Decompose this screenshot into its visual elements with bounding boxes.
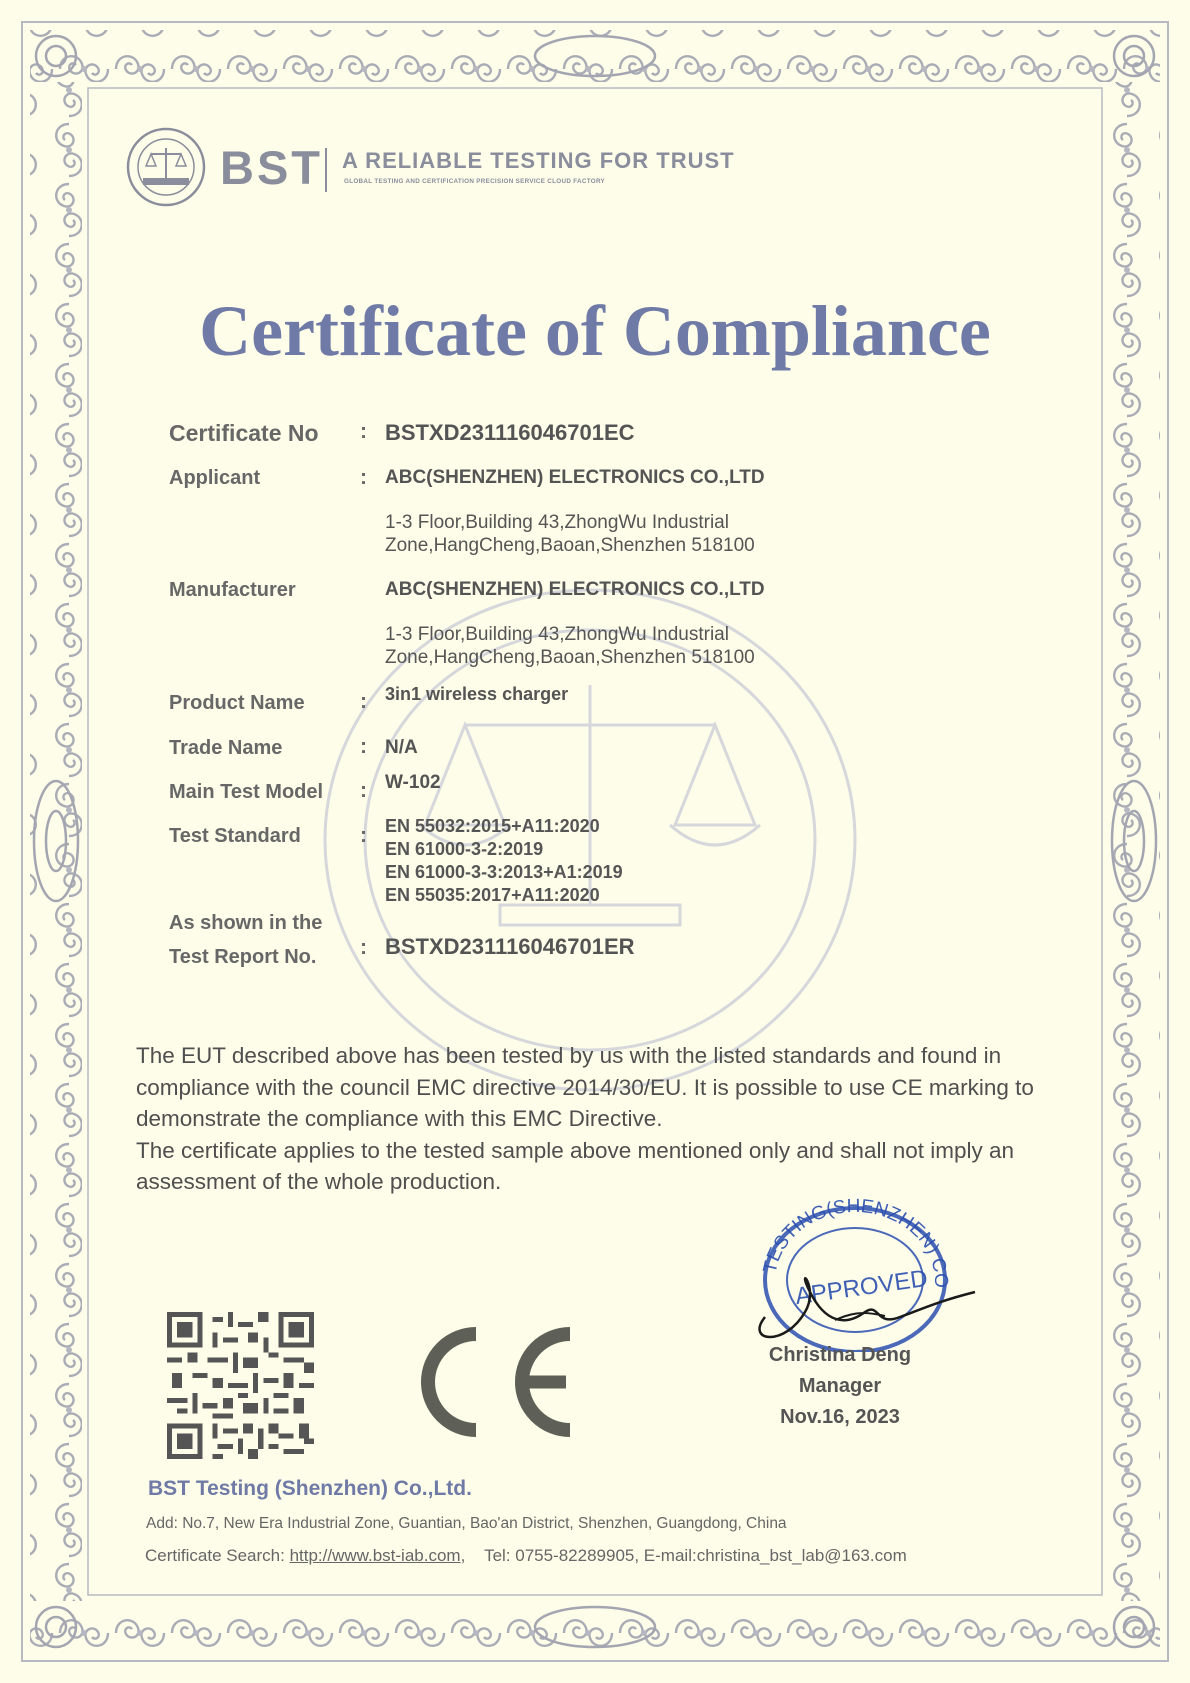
company-name: BST Testing (Shenzhen) Co.,Ltd. xyxy=(148,1477,472,1500)
brand-subtagline: GLOBAL TESTING AND CERTIFICATION PRECISION SERVICE CLOUD FACTORY xyxy=(344,178,606,185)
main-test-model-label: Main Test Model xyxy=(169,781,324,803)
contact-info: Tel: 0755-82289905, E-mail:christina_bst_lab@163.com xyxy=(484,1546,907,1565)
certificate-no-label: Certificate No xyxy=(169,420,319,446)
colon: : xyxy=(360,936,367,959)
manufacturer-label: Manufacturer xyxy=(169,579,296,601)
certificate-no-value: BSTXD231116046701EC xyxy=(385,420,635,445)
product-name-value: 3in1 wireless charger xyxy=(385,684,569,704)
test-standard-3: EN 61000-3-3:2013+A1:2019 xyxy=(385,862,623,882)
signatory-block xyxy=(735,1340,945,1433)
applicant-value: ABC(SHENZHEN) ELECTRONICS CO.,LTD xyxy=(385,467,765,488)
statement-para2: The certificate applies to the tested sample above mentioned only and shall not imply an assessment of the whole production. xyxy=(136,1137,1015,1194)
brand-tagline: A RELIABLE TESTING FOR TRUST xyxy=(342,148,735,173)
search-label: Certificate Search: xyxy=(145,1546,285,1565)
svg-text:APPROVED: APPROVED xyxy=(793,1264,930,1311)
certificate-title: Certificate of Compliance xyxy=(199,291,991,371)
company-address: Add: No.7, New Era Industrial Zone, Guantian, Bao'an District, Shenzhen, Guangdong, China xyxy=(146,1515,787,1532)
applicant-address-line1: 1-3 Floor,Building 43,ZhongWu Industrial xyxy=(385,512,729,533)
test-standard-label: Test Standard xyxy=(169,825,301,847)
product-name-label: Product Name xyxy=(169,692,305,714)
colon: : xyxy=(360,735,367,758)
manufacturer-address-line2: Zone,HangCheng,Baoan,Shenzhen 518100 xyxy=(385,647,755,668)
applicant-address-line2: Zone,HangCheng,Baoan,Shenzhen 518100 xyxy=(385,535,755,556)
trade-name-value: N/A xyxy=(385,737,418,758)
test-standard-1: EN 55032:2015+A11:2020 xyxy=(385,816,600,836)
brand-name: BST xyxy=(220,141,323,194)
colon: : xyxy=(360,466,367,489)
colon: : xyxy=(360,690,367,713)
website-link[interactable]: http://www.bst-iab.com xyxy=(289,1546,461,1565)
signatory-name: Christina Deng xyxy=(768,1344,912,1366)
trade-name-label: Trade Name xyxy=(169,737,283,759)
test-standard-2: EN 61000-3-2:2019 xyxy=(385,839,544,859)
manufacturer-address-line1: 1-3 Floor,Building 43,ZhongWu Industrial xyxy=(385,624,729,645)
test-report-label-line1: As shown in the xyxy=(169,912,323,934)
test-report-value: BSTXD231116046701ER xyxy=(385,934,635,959)
colon: : xyxy=(360,779,367,802)
test-report-label-line2: Test Report No. xyxy=(169,946,317,968)
approved-stamp xyxy=(735,1192,1005,1352)
bst-seal-logo xyxy=(125,126,207,208)
test-standard-4: EN 55035:2017+A11:2020 xyxy=(385,885,600,905)
signatory-date: Nov.16, 2023 xyxy=(780,1406,900,1428)
certificate-search-line: Certificate Search: http://www.bst-iab.com, Tel: 0755-82289905, E-mail:christina_bst_lab@163.com xyxy=(145,1546,907,1565)
main-test-model-value: W-102 xyxy=(385,772,441,793)
manufacturer-value: ABC(SHENZHEN) ELECTRONICS CO.,LTD xyxy=(385,579,765,600)
colon: : xyxy=(360,824,367,847)
brand-divider xyxy=(325,148,327,192)
compliance-statement xyxy=(136,1040,1056,1198)
signatory-title: Manager xyxy=(798,1375,882,1397)
ce-mark xyxy=(420,1326,585,1438)
svg-text:TESTING(SHENZHEN) CO: TESTING(SHENZHEN) CO xyxy=(759,1195,952,1289)
qr-code[interactable] xyxy=(167,1312,314,1459)
statement-para1: The EUT described above has been tested by us with the listed standards and found in compliance with the council EMC directive 2014/30/EU. It is possible to use CE marking to demonstrate the compliance with this EMC Directive. xyxy=(136,1043,1034,1131)
applicant-label: Applicant xyxy=(169,467,261,489)
colon: : xyxy=(360,420,367,443)
